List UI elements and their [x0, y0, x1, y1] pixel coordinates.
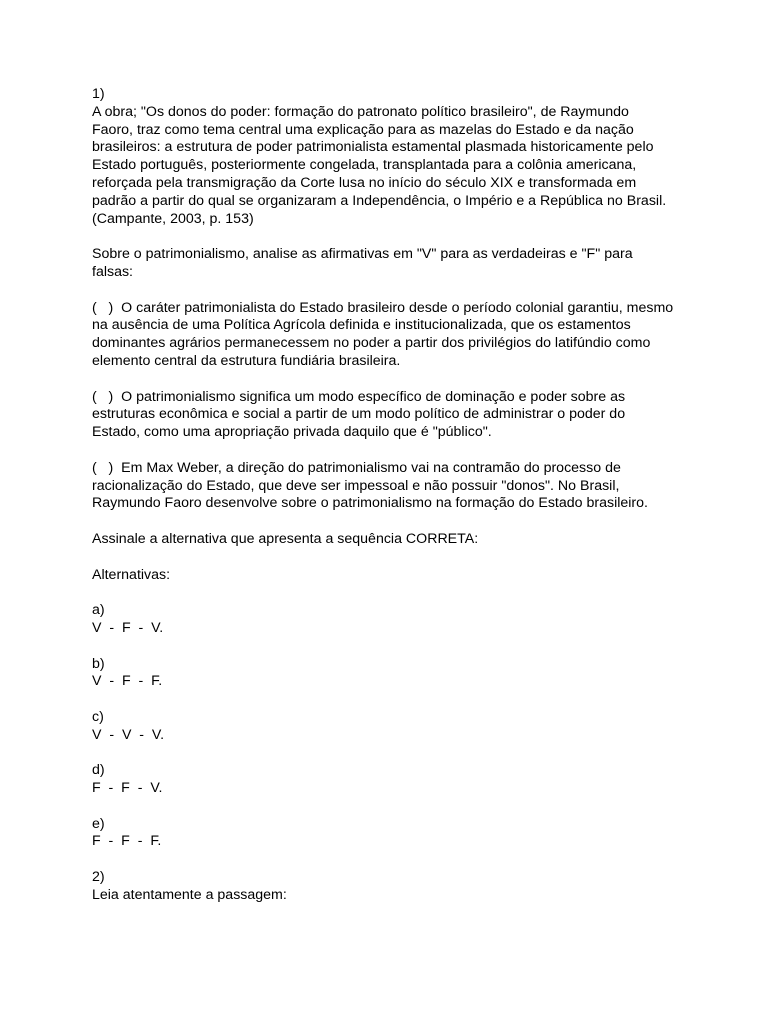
text-line: ( ) Em Max Weber, a direção do patrimonialismo vai na contramão do processo de — [92, 459, 621, 476]
question-prompt: Assinale a alternativa que apresenta a sequência CORRETA: — [92, 530, 479, 547]
option-b[interactable] — [92, 656, 692, 692]
document-page — [92, 86, 692, 905]
citation: (Campante, 2003, p. 153) — [92, 210, 254, 227]
text-line: padrão a partir do qual se organizaram a Independência, o Império e a República no Brasil. — [92, 192, 667, 209]
text-line: ( ) O caráter patrimonialista do Estado brasileiro desde o período colonial garantiu, mesmo — [92, 299, 674, 316]
text-line: A obra; "Os donos do poder: formação do patronato político brasileiro", de Raymundo — [92, 103, 629, 120]
option-letter: b) — [92, 655, 105, 672]
text-line: elemento central da estrutura fundiária brasileira. — [92, 352, 401, 369]
option-letter: c) — [92, 708, 104, 725]
option-c[interactable] — [92, 709, 692, 745]
text-line: brasileiros: a estrutura de poder patrimonialista estamental plasmada historicamente pelo — [92, 139, 654, 156]
text-line: na ausência de uma Política Agrícola definida e institucionalizada, que os estamentos — [92, 317, 631, 334]
question-number: 1) — [92, 86, 105, 102]
question-intro — [92, 104, 692, 229]
statement-3 — [92, 460, 692, 513]
option-value: V - V - V. — [92, 726, 165, 743]
option-letter: a) — [92, 602, 105, 619]
statement-2 — [92, 389, 692, 442]
text-line: estruturas econômica e social a partir de um modo político de administrar o poder do — [92, 406, 626, 423]
option-e[interactable] — [92, 816, 692, 852]
text-line: falsas: — [92, 263, 134, 280]
text-line: Faoro, traz como tema central uma explicação para as mazelas do Estado e da nação — [92, 121, 634, 138]
question-1 — [92, 86, 692, 869]
text-line: Estado, como uma apropriação privada daquilo que é "público". — [92, 424, 492, 441]
text-line: Estado português, posteriormente congelada, transplantada para a colônia americana, — [92, 157, 637, 174]
option-value: V - F - F. — [92, 673, 163, 690]
option-d[interactable] — [92, 762, 692, 798]
alternatives-label: Alternativas: — [92, 566, 171, 583]
question-2 — [92, 869, 692, 905]
option-a[interactable] — [92, 602, 692, 638]
option-value: V - F - V. — [92, 619, 164, 636]
option-value: F - F - F. — [92, 833, 162, 850]
text-line: dominantes agrários permanecessem no poder a partir dos privilégios do latifúndio como — [92, 335, 651, 352]
text-line: reforçada pela transmigração da Corte lusa no início do século XIX e transformada em — [92, 174, 637, 191]
instruction — [92, 246, 692, 282]
question-intro: Leia atentamente a passagem: — [92, 886, 287, 903]
text-line: racionalização do Estado, que deve ser impessoal e não possuir "donos". No Brasil, — [92, 477, 620, 494]
option-letter: d) — [92, 762, 105, 779]
text-line: ( ) O patrimonialismo significa um modo específico de dominação e poder sobre as — [92, 388, 626, 405]
text-line: Raymundo Faoro desenvolve sobre o patrimonialismo na formação do Estado brasileiro. — [92, 495, 648, 512]
question-number: 2) — [92, 869, 105, 886]
option-letter: e) — [92, 815, 105, 832]
statement-1 — [92, 300, 692, 371]
text-line: Sobre o patrimonialismo, analise as afirmativas em "V" para as verdadeiras e "F" para — [92, 246, 633, 263]
option-value: F - F - V. — [92, 780, 163, 797]
